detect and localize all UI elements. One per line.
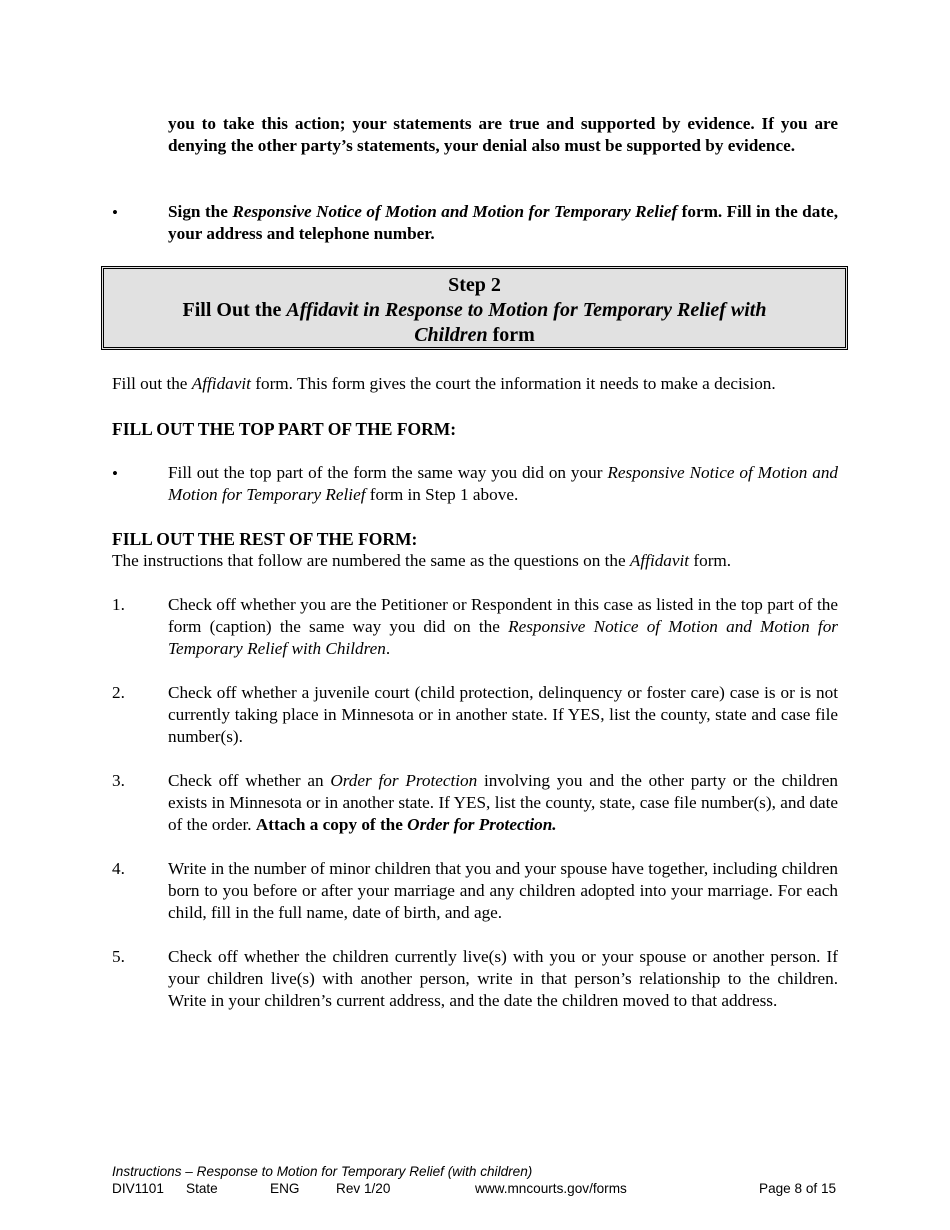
- top-part-instruction: [168, 462, 838, 506]
- item-3-text-1: Check off whether an: [168, 771, 331, 790]
- top-part-text-1: Fill out the top part of the form the same way you did on your: [168, 463, 608, 482]
- footer-title: Instructions – Response to Motion for Temporary Relief (with children): [112, 1164, 533, 1179]
- instruction-item-4: [168, 858, 838, 924]
- footer-page-number: Page 8 of 15: [759, 1181, 837, 1196]
- instruction-item-3: [168, 770, 838, 836]
- step-title-suffix: form: [487, 324, 535, 346]
- instruction-item-2: [168, 682, 838, 748]
- item-1-text-1: Check off whether you are the Petitioner or Respondent in this case as listed in the top part of the form (caption) the same way you did on the: [168, 595, 838, 636]
- item-number: 4.: [112, 859, 125, 878]
- sign-form-name: Responsive Notice of Motion and Motion for Temporary Relief: [232, 202, 678, 221]
- intro-continuation: [168, 113, 838, 157]
- step-title-prefix: Fill Out the: [182, 299, 287, 321]
- instruction-item-1: [168, 594, 838, 660]
- step-title: [104, 298, 845, 348]
- footer-revision: Rev 1/20: [336, 1181, 391, 1196]
- heading-rest-of-form: FILL OUT THE REST OF THE FORM:: [112, 529, 418, 549]
- rest-intro-text-2: form.: [689, 551, 732, 570]
- item-number: 2.: [112, 683, 125, 702]
- top-part-form-name: Responsive Notice of Motion and Motion for Temporary Relief: [168, 463, 839, 504]
- fill-intro-text-2: form. This form gives the court the information it needs to make a decision.: [250, 374, 776, 393]
- footer-form-id: DIV1101: [112, 1181, 164, 1196]
- sign-text-1: Sign the: [168, 202, 233, 221]
- footer-website-link[interactable]: www.mncourts.gov/forms: [475, 1181, 627, 1196]
- item-number: 1.: [112, 595, 125, 614]
- item-3-attach-form-name: Order for Protection.: [407, 815, 557, 834]
- rest-intro: [112, 550, 852, 572]
- item-3-text-2: involving you and the other party or the children exists in Minnesota or in another state. If YES, list the county, state, case file number(s), and date of the order.: [168, 771, 838, 834]
- step-label: Step 2: [448, 274, 501, 296]
- intro-continuation-text: you to take this action; your statements are true and supported by evidence. If you are denying the other party’s statements, your denial also must be supported by evidence.: [168, 114, 838, 155]
- bullet-marker: •: [112, 464, 118, 483]
- item-3-attach-text: Attach a copy of the: [255, 815, 408, 834]
- sign-instruction: [168, 201, 838, 245]
- top-part-text-2: form in Step 1 above.: [365, 485, 519, 504]
- fill-intro-form-name: Affidavit: [191, 374, 251, 393]
- fill-intro: [112, 373, 852, 395]
- rest-intro-text-1: The instructions that follow are numbered the same as the questions on the: [112, 551, 630, 570]
- item-number: 5.: [112, 947, 125, 966]
- bullet-marker: •: [112, 203, 118, 222]
- instruction-item-5: [168, 946, 838, 1012]
- item-4-text: Write in the number of minor children that you and your spouse have together, including children born to you before or after your marriage and any children adopted into your marriage. For each child, fill in the full name, date of birth, and age.: [168, 859, 838, 922]
- sign-text-2: form. Fill in the date, your address and telephone number.: [168, 202, 838, 243]
- item-1-text-2: .: [385, 639, 391, 658]
- step-2-box: [101, 266, 848, 350]
- item-5-text: Check off whether the children currently live(s) with you or your spouse or another person. If your children live(s) with another person, write in that person’s relationship to the children. Write in your children’s current address, and the date the children moved to that address.: [168, 947, 838, 1010]
- item-3-form-name: Order for Protection: [330, 771, 478, 790]
- item-2-text: Check off whether a juvenile court (child protection, delinquency or foster care) case is or is not currently taking place in Minnesota or in another state. If YES, list the county, state and case file number(s).: [168, 683, 838, 746]
- item-number: 3.: [112, 771, 125, 790]
- fill-intro-text-1: Fill out the: [112, 374, 192, 393]
- item-1-form-name: Responsive Notice of Motion and Motion for Temporary Relief with Children: [168, 617, 838, 658]
- rest-intro-form-name: Affidavit: [629, 551, 690, 570]
- step-title-form-name: Affidavit in Response to Motion for Temporary Relief with Children: [286, 299, 767, 346]
- footer-jurisdiction: State: [186, 1181, 218, 1196]
- footer-language: ENG: [270, 1181, 300, 1196]
- heading-top-part: FILL OUT THE TOP PART OF THE FORM:: [112, 419, 457, 439]
